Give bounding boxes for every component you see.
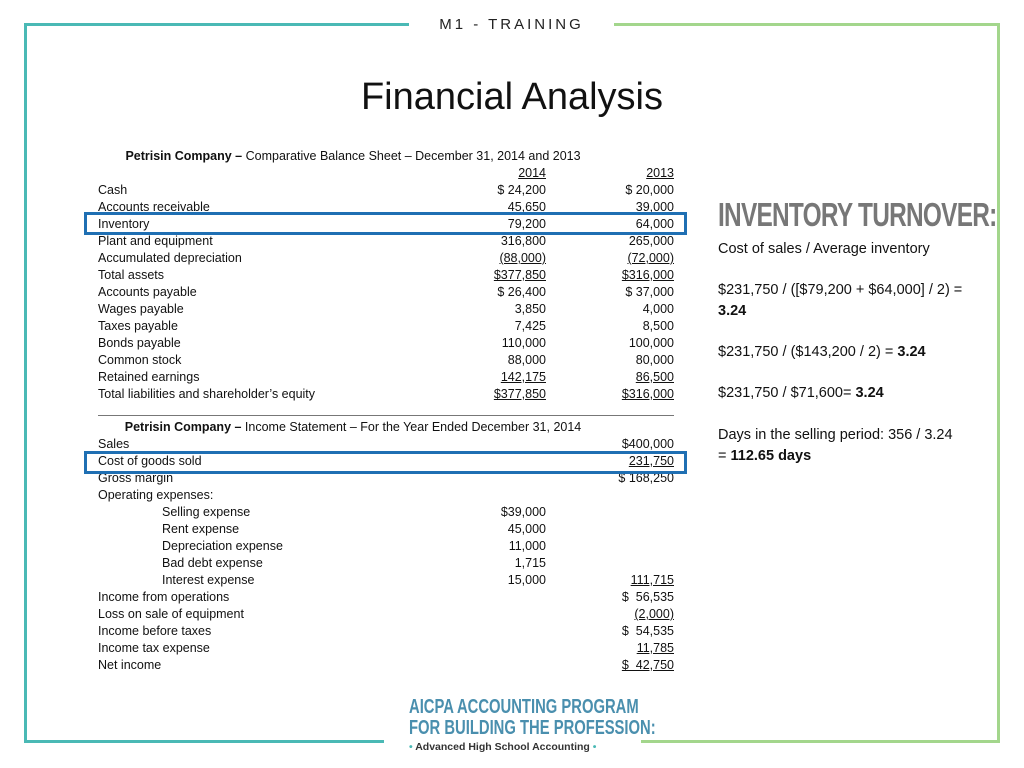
row-total: (2,000) bbox=[634, 607, 674, 621]
income-statement-caption-text: Income Statement – For the Year Ended December 31, 2014 bbox=[241, 420, 582, 434]
row-value-2013: 64,000 bbox=[635, 217, 674, 231]
calculation-step-1-result: 3.24 bbox=[718, 303, 747, 319]
row-amount: 11,000 bbox=[508, 539, 546, 553]
row-label: Interest expense bbox=[162, 573, 255, 587]
row-value-2013: 86,500 bbox=[635, 370, 674, 384]
inventory-highlight-box bbox=[84, 212, 687, 235]
frame-top-right bbox=[614, 23, 1000, 26]
logo-line-2: FOR BUILDING THE PROFESSION: bbox=[409, 717, 656, 739]
calculation-step-3-result: 3.24 bbox=[855, 385, 884, 401]
row-label: Rent expense bbox=[162, 522, 240, 536]
row-label: Common stock bbox=[98, 353, 182, 367]
row-label: Accounts receivable bbox=[98, 200, 210, 214]
row-label: Income from operations bbox=[98, 590, 230, 604]
row-total: $ 56,535 bbox=[621, 590, 674, 604]
row-amount: 1,715 bbox=[514, 556, 546, 570]
frame-top-left bbox=[24, 23, 409, 26]
balance-sheet-caption bbox=[63, 148, 643, 165]
table-row bbox=[98, 386, 678, 403]
table-row bbox=[98, 267, 678, 284]
row-label: Cash bbox=[98, 183, 128, 197]
table-row bbox=[98, 623, 678, 640]
row-value-2014: 110,000 bbox=[501, 336, 546, 350]
row-label: Total assets bbox=[98, 268, 165, 282]
row-total: 11,785 bbox=[636, 641, 674, 655]
row-value-2013: 4,000 bbox=[642, 302, 674, 316]
row-label: Income before taxes bbox=[98, 624, 212, 638]
frame-left bbox=[24, 23, 27, 743]
table-row bbox=[98, 521, 678, 538]
table-row bbox=[98, 284, 678, 301]
balance-sheet-caption-company: Petrisin Company – bbox=[125, 149, 243, 163]
row-label: Loss on sale of equipment bbox=[98, 607, 244, 621]
row-label: Plant and equipment bbox=[98, 234, 213, 248]
row-label: Bonds payable bbox=[98, 336, 181, 350]
row-value-2013: $316,000 bbox=[621, 387, 674, 401]
table-row bbox=[98, 369, 678, 386]
table-row bbox=[98, 233, 678, 250]
row-label: Taxes payable bbox=[98, 319, 178, 333]
row-label: Accounts payable bbox=[98, 285, 197, 299]
calculation-step-2-result: 3.24 bbox=[897, 344, 926, 360]
row-amount: 15,000 bbox=[507, 573, 546, 587]
row-label: Bad debt expense bbox=[162, 556, 263, 570]
row-value-2014: $ 24,200 bbox=[497, 183, 546, 197]
row-value-2014: (88,000) bbox=[499, 251, 546, 265]
logo-subtitle bbox=[409, 741, 742, 753]
balance-sheet-caption-text: Comparative Balance Sheet – December 31, 2014 and 2013 bbox=[242, 149, 581, 163]
row-total: $ 42,750 bbox=[621, 658, 674, 672]
table-row bbox=[98, 555, 678, 572]
row-value-2013: 80,000 bbox=[635, 353, 674, 367]
table-row bbox=[98, 538, 678, 555]
income-statement-caption-company: Petrisin Company – bbox=[124, 420, 242, 434]
table-row bbox=[98, 182, 678, 199]
row-total: $ 168,250 bbox=[618, 471, 674, 485]
table-row bbox=[98, 640, 678, 657]
row-value-2014: 7,425 bbox=[514, 319, 546, 333]
row-value-2013: 39,000 bbox=[635, 200, 674, 214]
col-2014-header: 2014 bbox=[518, 166, 546, 180]
row-label: Retained earnings bbox=[98, 370, 200, 384]
row-total: 231,750 bbox=[628, 454, 674, 468]
calculation-step-1 bbox=[718, 280, 963, 322]
row-value-2014: 3,850 bbox=[514, 302, 546, 316]
table-row bbox=[98, 301, 678, 318]
table-row bbox=[98, 572, 678, 589]
logo-line-1: AICPA ACCOUNTING PROGRAM bbox=[409, 696, 639, 718]
table-row bbox=[98, 487, 678, 504]
section-divider bbox=[98, 415, 674, 416]
table-row bbox=[98, 606, 678, 623]
calculation-step-2-text: $231,750 / ($143,200 / 2) = bbox=[718, 344, 898, 360]
row-label: Inventory bbox=[98, 217, 150, 231]
row-label: Income tax expense bbox=[98, 641, 210, 655]
col-2013-header: 2013 bbox=[646, 166, 674, 180]
row-value-2013: 100,000 bbox=[628, 336, 674, 350]
table-row bbox=[98, 318, 678, 335]
row-total: 111,715 bbox=[630, 573, 674, 587]
calculation-step-3-text: $231,750 / $71,600= bbox=[718, 385, 856, 401]
row-value-2014: $377,850 bbox=[493, 268, 546, 282]
row-value-2014: $ 26,400 bbox=[497, 285, 546, 299]
table-row bbox=[98, 657, 678, 674]
row-label: Gross margin bbox=[98, 471, 174, 485]
table-row bbox=[98, 352, 678, 369]
cogs-highlight-box bbox=[84, 451, 687, 474]
calculation-step-1-text: $231,750 / ([$79,200 + $64,000] / 2) = bbox=[718, 282, 963, 298]
row-value-2013: (72,000) bbox=[627, 251, 674, 265]
row-label: Wages payable bbox=[98, 302, 184, 316]
calculation-step-3 bbox=[718, 383, 963, 404]
frame-right bbox=[997, 23, 1000, 743]
row-label: Operating expenses: bbox=[98, 488, 214, 502]
row-value-2013: 8,500 bbox=[642, 319, 674, 333]
aicpa-logo bbox=[409, 697, 742, 753]
row-total: $400,000 bbox=[621, 437, 674, 451]
formula-text: Cost of sales / Average inventory bbox=[718, 241, 930, 257]
row-value-2013: $ 20,000 bbox=[625, 183, 674, 197]
row-label: Sales bbox=[98, 437, 130, 451]
row-label: Total liabilities and shareholder’s equity bbox=[98, 387, 316, 401]
table-row bbox=[98, 335, 678, 352]
days-result: 112.65 days bbox=[730, 448, 812, 464]
row-total: $ 54,535 bbox=[621, 624, 674, 638]
table-row bbox=[98, 504, 678, 521]
frame-bottom-left bbox=[24, 740, 384, 743]
row-value-2014: 79,200 bbox=[507, 217, 546, 231]
row-label: Net income bbox=[98, 658, 162, 672]
table-row bbox=[98, 250, 678, 267]
header-label: M1 - TRAINING bbox=[439, 16, 584, 33]
row-value-2014: $377,850 bbox=[493, 387, 546, 401]
bullet-icon: • bbox=[409, 741, 413, 753]
row-label: Depreciation expense bbox=[162, 539, 283, 553]
table-row bbox=[98, 589, 678, 606]
days-text: Days in the selling period: 356 / 3.24 = bbox=[718, 427, 953, 464]
inventory-turnover-title: INVENTORY TURNOVER: bbox=[718, 196, 997, 233]
calculation-step-2 bbox=[718, 342, 963, 363]
row-value-2013: $ 37,000 bbox=[625, 285, 674, 299]
row-label: Selling expense bbox=[162, 505, 251, 519]
logo-subtitle-text: Advanced High School Accounting bbox=[415, 741, 590, 753]
row-value-2014: 142,175 bbox=[500, 370, 546, 384]
row-value-2014: 88,000 bbox=[507, 353, 546, 367]
days-in-selling-period bbox=[718, 425, 958, 467]
income-statement-caption bbox=[63, 419, 643, 436]
balance-sheet-header-row bbox=[98, 165, 678, 182]
row-label: Accumulated depreciation bbox=[98, 251, 242, 265]
bullet-icon: • bbox=[592, 741, 597, 753]
row-amount: 45,000 bbox=[507, 522, 546, 536]
page-title: Financial Analysis bbox=[360, 76, 664, 118]
row-value-2013: 265,000 bbox=[628, 234, 674, 248]
row-value-2014: 316,800 bbox=[500, 234, 546, 248]
row-value-2013: $316,000 bbox=[621, 268, 674, 282]
row-value-2014: 45,650 bbox=[507, 200, 546, 214]
row-amount: $39,000 bbox=[500, 505, 546, 519]
row-label: Cost of goods sold bbox=[98, 454, 202, 468]
